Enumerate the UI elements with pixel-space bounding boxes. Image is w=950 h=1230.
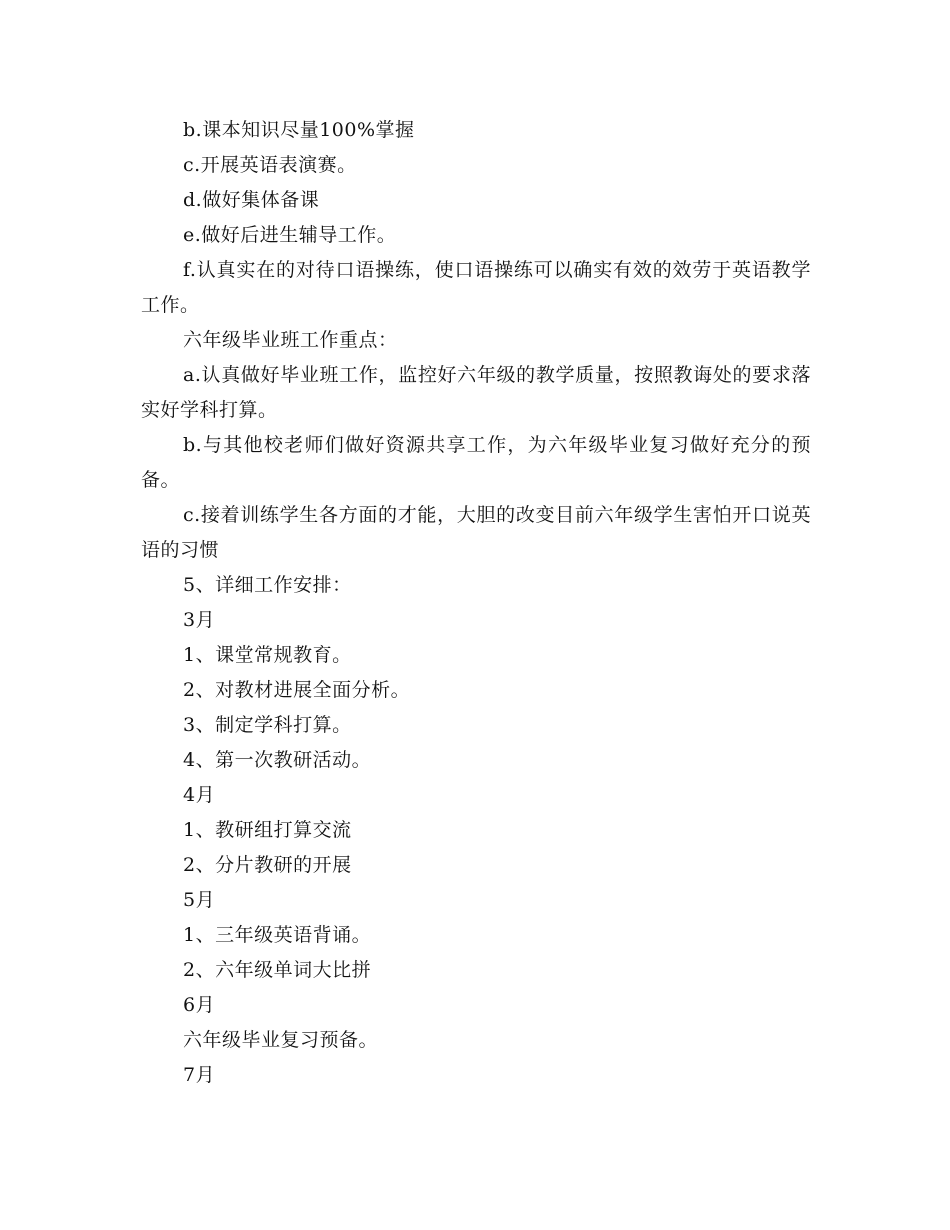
paragraph: c.开展英语表演赛。 [183,154,357,176]
paragraph: b.与其他校老师们做好资源共享工作，为六年级毕业复习做好充分的预备。 [141,434,811,491]
month-heading: 3月 [183,609,216,631]
paragraph: f.认真实在的对待口语操练，使口语操练可以确实有效的效劳于英语教学工作。 [141,259,811,316]
paragraph: d.做好集体备课 [183,189,320,211]
month-heading: 7月 [183,1064,216,1086]
list-item: 2、对教材进展全面分析。 [183,679,411,701]
paragraph: b.课本知识尽量100%掌握 [183,119,415,141]
paragraph: c.接着训练学生各方面的才能，大胆的改变目前六年级学生害怕开口说英语的习惯 [141,504,811,561]
month-heading: 6月 [183,994,216,1016]
list-item: 1、三年级英语背诵。 [183,924,372,946]
list-item: 1、教研组打算交流 [183,819,352,841]
paragraph: e.做好后进生辅导工作。 [183,224,397,246]
section-heading: 5、详细工作安排： [183,574,352,596]
section-heading: 六年级毕业班工作重点： [183,329,398,351]
list-item: 1、课堂常规教育。 [183,644,352,666]
list-item: 2、分片教研的开展 [183,854,352,876]
list-item: 4、第一次教研活动。 [183,749,372,771]
document-body [141,113,811,1093]
month-heading: 5月 [183,889,216,911]
list-item: 六年级毕业复习预备。 [183,1029,379,1051]
month-heading: 4月 [183,784,216,806]
list-item: 2、六年级单词大比拼 [183,959,372,981]
paragraph: a.认真做好毕业班工作，监控好六年级的教学质量，按照教诲处的要求落实好学科打算。 [141,364,811,421]
list-item: 3、制定学科打算。 [183,714,352,736]
